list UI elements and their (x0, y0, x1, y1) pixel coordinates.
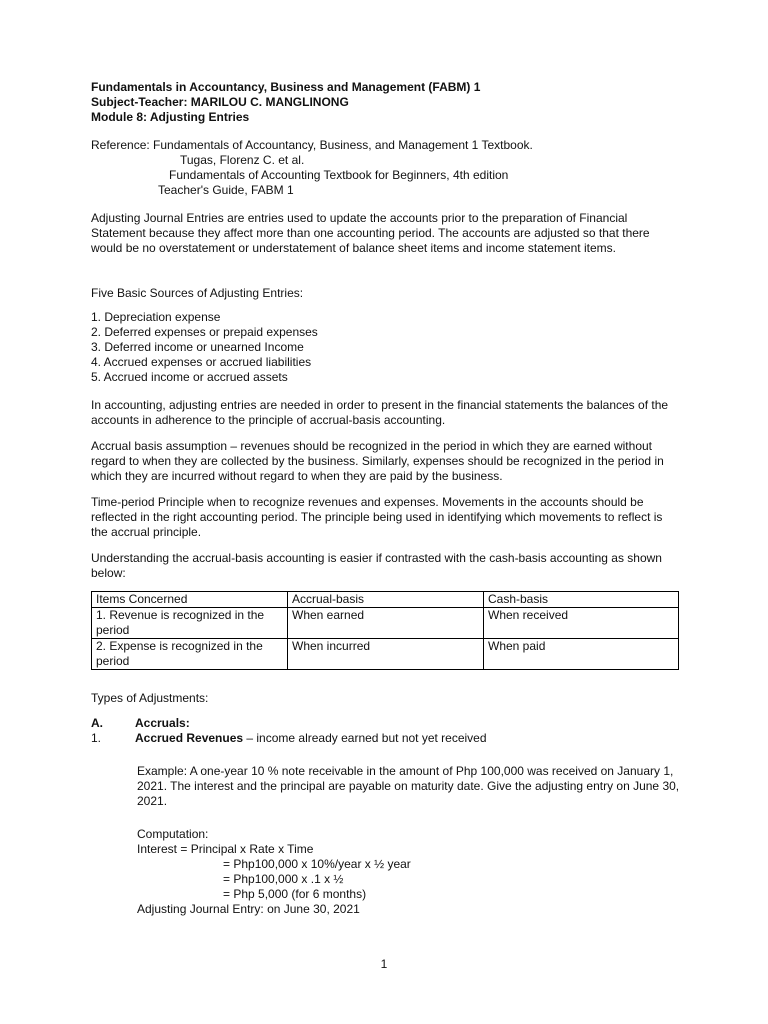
reference-block (91, 138, 681, 198)
module-title: Module 8: Adjusting Entries (91, 110, 250, 124)
table-cell: When earned (288, 608, 484, 639)
types-heading: Types of Adjustments: (91, 691, 209, 705)
intro-paragraph: Adjusting Journal Entries are entries used to update the accounts prior to the preparation of Financial Statement because they affect more than one accounting period. The accounts are adjusted so that there would be no overstatement or understatement of balance sheet items and income statement items. (91, 211, 650, 255)
reference-line-4: Teacher's Guide, FABM 1 (158, 183, 294, 197)
list-item: 4. Accrued expenses or accrued liabilities (91, 355, 312, 369)
computation-result: = Php 5,000 (for 6 months) (223, 887, 367, 901)
sources-list (91, 310, 681, 385)
accrued-revenues-label: Accrued Revenues (135, 731, 244, 745)
computation-heading: Computation: (137, 827, 209, 841)
course-title: Fundamentals in Accountancy, Business and Management (FABM) 1 (91, 80, 481, 94)
subject-teacher: Subject-Teacher: MARILOU C. MANGLINONG (91, 95, 349, 109)
accrued-revenues-definition: – income already earned but not yet received (243, 731, 487, 745)
accounting-paragraph: In accounting, adjusting entries are needed in order to present in the financial statements the balances of the accounts in adherence to the principle of accrual-basis accounting. (91, 398, 669, 427)
table-row (92, 639, 679, 670)
comparison-paragraph: Understanding the accrual-basis accounting is easier if contrasted with the cash-basis accounting as shown below: (91, 551, 662, 580)
page-number: 1 (380, 957, 388, 971)
sources-heading: Five Basic Sources of Adjusting Entries: (91, 286, 304, 300)
table-header-cell: Cash-basis (484, 592, 679, 608)
table-cell: When paid (484, 639, 679, 670)
reference-line-1: Reference: Fundamentals of Accountancy, Business, and Management 1 Textbook. (91, 138, 533, 152)
computation-step: = Php100,000 x 10%/year x ½ year (223, 857, 411, 871)
time-period-paragraph: Time-period Principle when to recognize revenues and expenses. Movements in the accounts should be reflected in the right accounting period. The principle being used in identifying which movements to reflect is the accrual principle. (91, 495, 663, 539)
reference-line-2: Tugas, Florenz C. et al. (180, 153, 305, 167)
accruals-heading (91, 716, 681, 746)
table-cell: When received (484, 608, 679, 639)
table-header-cell: Items Concerned (92, 592, 288, 608)
computation-block (91, 827, 687, 917)
list-item: 3. Deferred income or unearned Income (91, 340, 304, 354)
table-cell: 1. Revenue is recognized in the period (92, 608, 288, 639)
adjusting-entry-heading: Adjusting Journal Entry: on June 30, 2021 (137, 902, 360, 916)
accruals-label: Accruals: (135, 716, 190, 730)
reference-line-3: Fundamentals of Accounting Textbook for Beginners, 4th edition (169, 168, 509, 182)
list-marker: A. (91, 716, 103, 730)
computation-formula: Interest = Principal x Rate x Time (137, 842, 314, 856)
table-cell: When incurred (288, 639, 484, 670)
table-header-cell: Accrual-basis (288, 592, 484, 608)
computation-step: = Php100,000 x .1 x ½ (223, 872, 344, 886)
table-cell: 2. Expense is recognized in the period (92, 639, 288, 670)
comparison-table (91, 591, 679, 670)
table-header-row (92, 592, 679, 608)
list-marker: 1. (91, 731, 102, 745)
accrual-paragraph: Accrual basis assumption – revenues should be recognized in the period in which they are earned without regard to when they are collected by the business. Similarly, expenses should be recognized in the period in which they are incurred without regard to when they are paid by the business. (91, 439, 664, 483)
accrued-revenues-item (135, 731, 487, 746)
table-row (92, 608, 679, 639)
example-paragraph: Example: A one-year 10 % note receivable in the amount of Php 100,000 was received on January 1, 2021. The interest and the principal are payable on maturity date. Give the adjusting entry on June 30, 2021. (137, 764, 680, 808)
list-item: 2. Deferred expenses or prepaid expenses (91, 325, 318, 339)
document-header (91, 80, 681, 125)
list-item: 1. Depreciation expense (91, 310, 221, 324)
list-item: 5. Accrued income or accrued assets (91, 370, 288, 384)
